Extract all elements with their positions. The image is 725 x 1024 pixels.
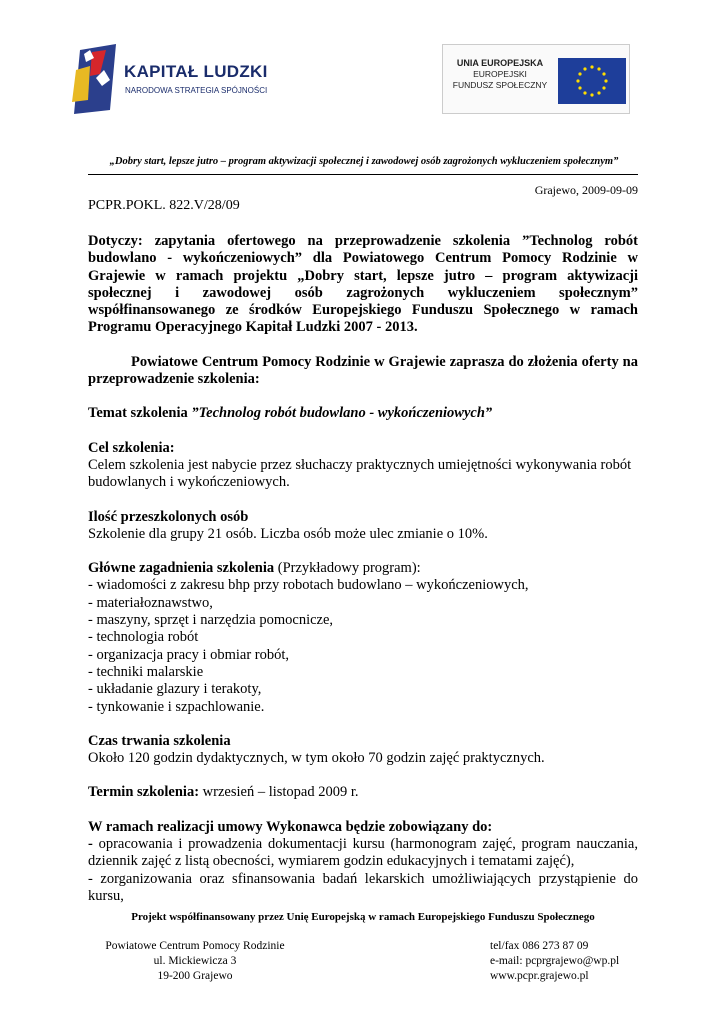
list-item: - wiadomości z zakresu bhp przy robotach budowlano – wykończeniowych, (88, 577, 529, 594)
footer-phone: tel/fax 086 273 87 09 (490, 940, 589, 952)
invitation-paragraph: Powiatowe Centrum Pomocy Rodzinie w Grajewie zaprasza do złożenia oferty na przeprowadzenie szkolenia: (88, 353, 638, 388)
topic-line (88, 405, 638, 422)
footer-website: www.pcpr.grajewo.pl (490, 970, 589, 982)
eu-logo (442, 44, 632, 116)
eu-logo-line2: EUROPEJSKI (473, 69, 527, 79)
obligations-heading: W ramach realizacji umowy Wykonawca będzie zobowiązany do: (88, 818, 493, 835)
topics-note: (Przykładowy program): (277, 560, 421, 577)
document-date: Grajewo, 2009-09-09 (534, 183, 638, 197)
footer-project-line: Projekt współfinansowany przez Unię Europejską w ramach Europejskiego Funduszu Społecznego (131, 911, 595, 923)
list-item: - układanie glazury i terakoty, (88, 681, 262, 698)
footer-address-city: 19-200 Grajewo (157, 970, 233, 982)
term-label: Termin szkolenia: (88, 784, 200, 801)
duration-heading: Czas trwania szkolenia (88, 732, 231, 749)
footer-email: e-mail: pcprgrajewo@wp.pl (490, 955, 620, 967)
footer-contact (490, 939, 640, 984)
eu-flag-icon (558, 58, 626, 104)
list-item: - materiałoznawstwo, (88, 594, 213, 611)
document-body (88, 233, 638, 905)
list-item: - tynkowanie i szpachlowanie. (88, 698, 265, 715)
obligation-item (88, 836, 638, 871)
term-line (88, 784, 638, 801)
kapital-ludzki-emblem-icon (70, 40, 126, 120)
duration-text: Około 120 godzin dydaktycznych, w tym około 70 godzin zajęć praktycznych. (88, 750, 545, 767)
header-divider (88, 174, 638, 175)
goal-text: Celem szkolenia jest nabycie przez słuchaczy praktycznych umiejętności wykonywania robót budowlanych i wykończeniowych. (88, 456, 632, 491)
participants-text: Szkolenie dla grupy 21 osób. Liczba osób może ulec zmianie o 10%. (88, 525, 488, 542)
topics-heading-line (88, 560, 638, 577)
eu-logo-line3: FUNDUSZ SPOŁECZNY (452, 80, 548, 90)
obligation-item: - zorganizowania oraz sfinansowania badań lekarskich umożliwiających przystąpienie do kursu, (88, 870, 638, 904)
subject-paragraph: Dotyczy: zapytania ofertowego na przeprowadzenie szkolenia ”Technolog robót budowlano - wykończeniowych” dla Powiatowego Centrum Pomocy Rodzinie w Grajewie w ramach projektu „Dobry start, lepsze jutro – program aktywizacji społecznej i zawodowej osób zagrożonych wykluczeniem społecznym” współfinansowanego ze środków Europejskiego Funduszu Społecznego w ramach Programu Operacyjnego Kapitał Ludzki 2007 - 2013. (88, 233, 638, 336)
kapital-ludzki-logo (70, 40, 290, 120)
kapital-ludzki-subtitle: NARODOWA STRATEGIA SPÓJNOŚCI (125, 86, 268, 95)
document-reference: PCPR.POKL. 822.V/28/09 (88, 198, 240, 213)
list-item: - technologia robót (88, 629, 199, 646)
footer-address (100, 939, 290, 984)
list-item: - techniki malarskie (88, 663, 204, 680)
topic-label: Temat szkolenia (88, 405, 188, 422)
project-header-line: „Dobry start, lepsze jutro – program aktywizacji społecznej i zawodowej osób zagrożonych wykluczeniem społecznym” (109, 156, 619, 167)
obligation-text: opracowania i prowadzenia dokumentacji kursu (harmonogram zajęć, program nauczania, dziennik zajęć z listą obecności, wymiarem godzin edukacyjnych i tematami zajęć), (88, 836, 638, 870)
topic-value: ”Technolog robót budowlano - wykończeniowych” (191, 405, 493, 422)
obligation-dash: - (88, 836, 93, 853)
list-item: - organizacja pracy i obmiar robót, (88, 646, 290, 663)
term-value: wrzesień – listopad 2009 r. (202, 784, 359, 801)
footer-address-name: Powiatowe Centrum Pomocy Rodzinie (105, 940, 285, 952)
participants-heading: Ilość przeszkolonych osób (88, 508, 249, 525)
kapital-ludzki-title: KAPITAŁ LUDZKI (124, 62, 268, 81)
topics-heading: Główne zagadnienia szkolenia (88, 560, 275, 577)
goal-heading: Cel szkolenia: (88, 439, 175, 456)
eu-logo-text (446, 58, 554, 91)
footer-address-street: ul. Mickiewicza 3 (153, 955, 237, 967)
list-item: - maszyny, sprzęt i narzędzia pomocnicze, (88, 612, 334, 629)
eu-logo-line1: UNIA EUROPEJSKA (456, 58, 544, 68)
